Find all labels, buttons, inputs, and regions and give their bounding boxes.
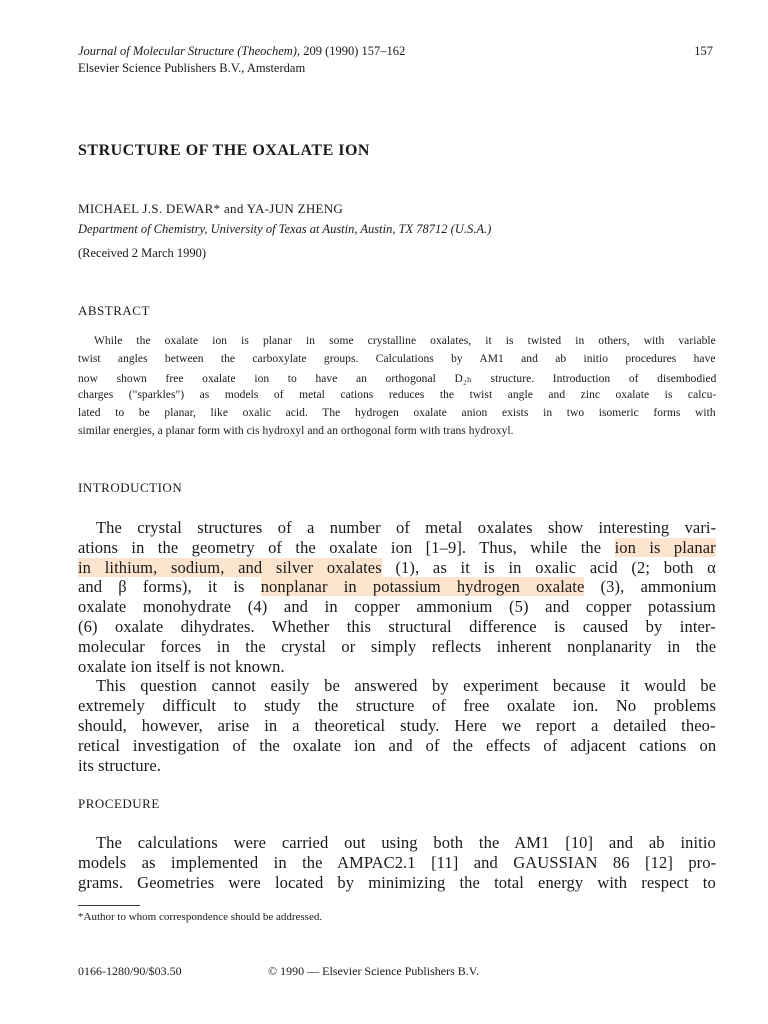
text-run: its structure. (78, 756, 161, 775)
footnote-rule (78, 905, 140, 906)
text-run: extremely difficult to study the structure of free oxalate ion. No problems (78, 696, 716, 715)
text-run: oxalate monohydrate (4) and in copper ammonium (5) and copper potassium (78, 597, 716, 616)
text-run: should, however, arise in a theoretical study. Here we report a detailed theo- (78, 716, 716, 735)
abstract-line: While the oxalate ion is planar in some crystalline oxalates, it is twisted in others, with variable (94, 335, 716, 347)
procedure-line: The calculations were carried out using both the AM1 [10] and ab initio (96, 833, 716, 852)
introduction-line (78, 657, 285, 677)
footnote: *Author to whom correspondence should be addressed. (78, 911, 323, 923)
introduction-line (78, 617, 716, 637)
text-run: ations in the geometry of the oxalate ion [1–9]. Thus, while the (78, 538, 615, 557)
introduction-line (78, 756, 161, 776)
abstract-line: now shown free oxalate ion to have an orthogonal D₂ₕ structure. Introduction of disembodied (78, 373, 717, 385)
highlighted-text: ion is planar (614, 538, 716, 557)
procedure-line: grams. Geometries were located by minimizing the total energy with respect to (78, 873, 716, 892)
text-run: This question cannot easily be answered by experiment because it would be (96, 676, 717, 695)
publisher-line: Elsevier Science Publishers B.V., Amsterdam (78, 61, 306, 75)
introduction-line (96, 676, 716, 696)
procedure-heading: PROCEDURE (78, 796, 160, 811)
abstract-line: charges ("sparkles") as models of metal cations reduces the twist angle and zinc oxalate is calcu- (78, 389, 717, 401)
introduction-line (78, 716, 716, 736)
introduction-line (78, 637, 716, 657)
copyright-line: © 1990 — Elsevier Science Publishers B.V. (268, 964, 479, 978)
journal-name: Journal of Molecular Structure (Theochem), (78, 44, 301, 58)
received-date: (Received 2 March 1990) (78, 246, 207, 260)
publication-code: 0166-1280/90/$03.50 (78, 964, 182, 978)
introduction-heading: INTRODUCTION (78, 480, 183, 495)
introduction-line (78, 696, 716, 716)
text-run: oxalate ion itself is not known. (78, 657, 285, 676)
page-number: 157 (694, 44, 713, 58)
introduction-line (78, 736, 716, 756)
text-run: The crystal structures of a number of metal oxalates show interesting vari- (96, 518, 717, 537)
highlighted-text: nonplanar in potassium hydrogen oxalate (260, 577, 585, 596)
abstract-line: similar energies, a planar form with cis hydroxyl and an orthogonal form with trans hydroxyl. (78, 425, 514, 437)
text-run: (3), ammonium (584, 577, 717, 596)
running-header (78, 44, 405, 59)
text-run: molecular forces in the crystal or simply reflects inherent nonplanarity in the (78, 637, 717, 656)
article-title: STRUCTURE OF THE OXALATE ION (78, 142, 370, 159)
text-run: retical investigation of the oxalate ion and of the effects of adjacent cations on (78, 736, 717, 755)
abstract-line: twist angles between the carboxylate groups. Calculations by AM1 and ab initio procedures have (78, 353, 716, 365)
abstract-line: lated to be planar, like oxalic acid. The hydrogen oxalate anion exists in two isomeric forms with (78, 407, 716, 419)
text-run: and β forms), it is (78, 577, 261, 596)
procedure-line: models as implemented in the AMPAC2.1 [11] and GAUSSIAN 86 [12] pro- (78, 853, 717, 872)
text-run: (1), as it is in oxalic acid (2; both α (381, 558, 716, 577)
introduction-line (96, 518, 716, 538)
abstract-heading: ABSTRACT (78, 303, 150, 318)
affiliation: Department of Chemistry, University of Texas at Austin, Austin, TX 78712 (U.S.A.) (78, 222, 492, 236)
introduction-line (78, 597, 716, 617)
introduction-line (78, 577, 716, 597)
authors: MICHAEL J.S. DEWAR* and YA-JUN ZHENG (78, 201, 344, 216)
text-run: (6) oxalate dihydrates. Whether this structural difference is caused by inter- (78, 617, 716, 636)
volume-info: 209 (1990) 157–162 (303, 44, 406, 58)
highlighted-text: in lithium, sodium, and silver oxalates (78, 558, 382, 577)
introduction-line (78, 538, 716, 558)
introduction-line (78, 558, 716, 578)
